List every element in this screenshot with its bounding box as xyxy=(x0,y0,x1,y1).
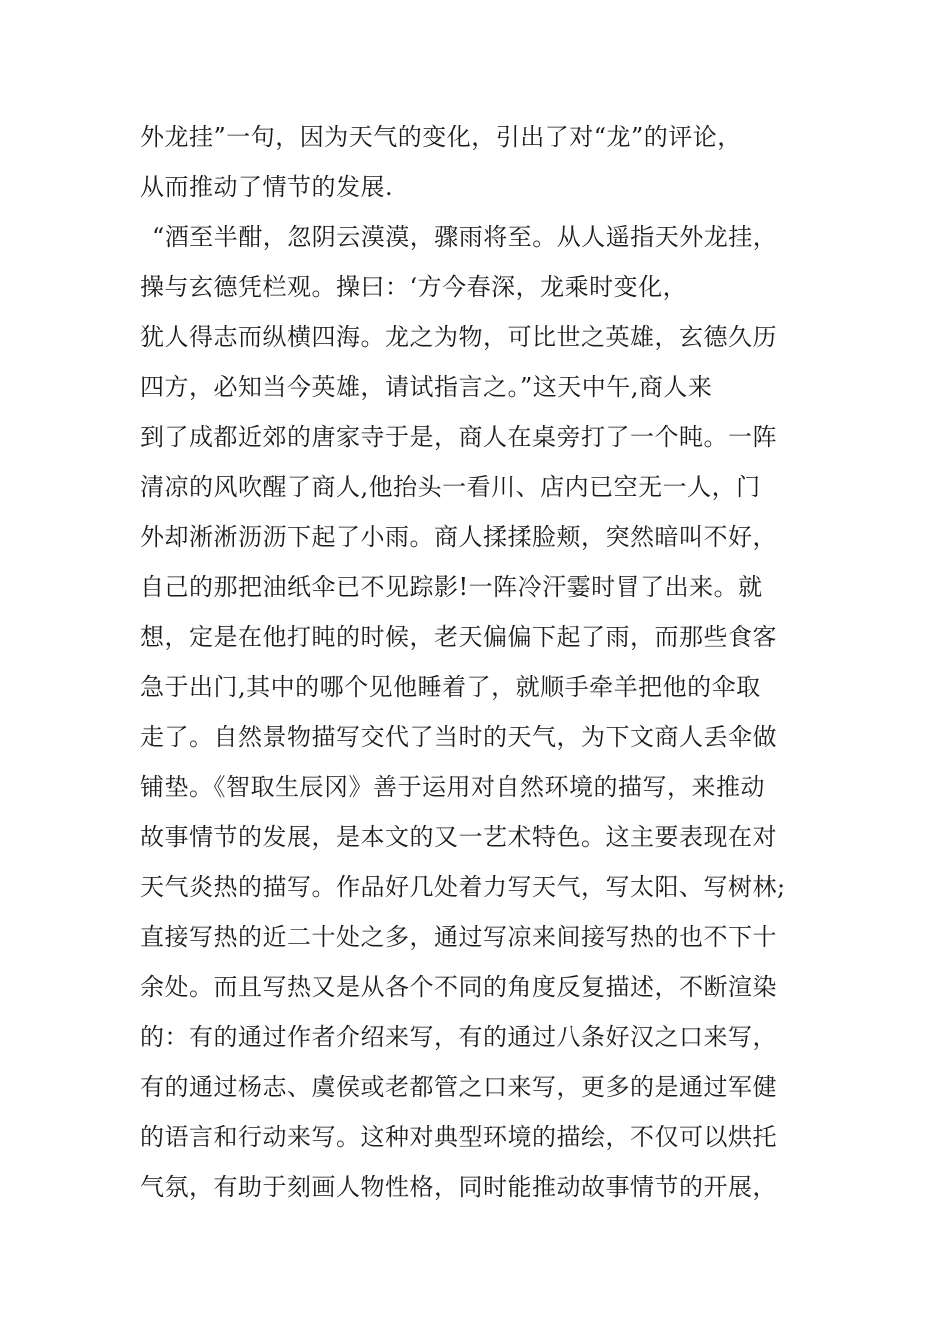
text-line: 的：有的通过作者介绍来写，有的通过八条好汉之口来写， xyxy=(140,1023,777,1051)
text-line: 余处。而且写热又是从各个不同的角度反复描述，不断渲染 xyxy=(140,973,777,1001)
text-line: 清凉的风吹醒了商人,他抬头一看川、店内已空无一人，门 xyxy=(140,473,761,501)
text-line: 从而推动了情节的发展. xyxy=(140,173,394,201)
text-line: 四方，必知当今英雄，请试指言之。”这天中午,商人来 xyxy=(140,373,713,401)
text-line: 想，定是在他打盹的时候，老天偏偏下起了雨，而那些食客 xyxy=(140,623,777,651)
body-text xyxy=(140,112,820,1212)
text-line: 外龙挂”一句，因为天气的变化，引出了对“龙”的评论， xyxy=(140,123,742,151)
text-line: 操与玄德凭栏观。操曰：‘方今春深，龙乘时变化， xyxy=(140,273,688,301)
text-line: 的语言和行动来写。这种对典型环境的描绘，不仅可以烘托 xyxy=(140,1123,777,1151)
text-line: 直接写热的近二十处之多，通过写凉来间接写热的也不下十 xyxy=(140,923,777,951)
text-line: 到了成都近郊的唐家寺于是，商人在桌旁打了一个盹。一阵 xyxy=(140,423,777,451)
text-line: 故事情节的发展，是本文的又一艺术特色。这主要表现在对 xyxy=(140,823,777,851)
text-line: 天气炎热的描写。作品好几处着力写天气，写太阳、写树林; xyxy=(140,873,786,901)
text-line: 外却淅淅沥沥下起了小雨。商人揉揉脸颊，突然暗叫不好， xyxy=(140,523,777,551)
text-line: 走了。自然景物描写交代了当时的天气，为下文商人丢伞做 xyxy=(140,723,777,751)
text-line: 铺垫。《智取生辰冈》善于运用对自然环境的描写，来推动 xyxy=(140,773,765,801)
text-line: “酒至半酣，忽阴云漠漠，骤雨将至。从人遥指天外龙挂， xyxy=(152,223,778,251)
text-line: 急于出门,其中的哪个见他睡着了，就顺手牵羊把他的伞取 xyxy=(140,673,761,701)
text-line: 气氛，有助于刻画人物性格，同时能推动故事情节的开展， xyxy=(140,1173,777,1201)
text-line: 自己的那把油纸伞已不见踪影!一阵冷汗霎时冒了出来。就 xyxy=(140,573,763,601)
text-line: 有的通过杨志、虞侯或老都管之口来写，更多的是通过军健 xyxy=(140,1073,777,1101)
text-line: 犹人得志而纵横四海。龙之为物，可比世之英雄，玄德久历 xyxy=(140,323,777,351)
